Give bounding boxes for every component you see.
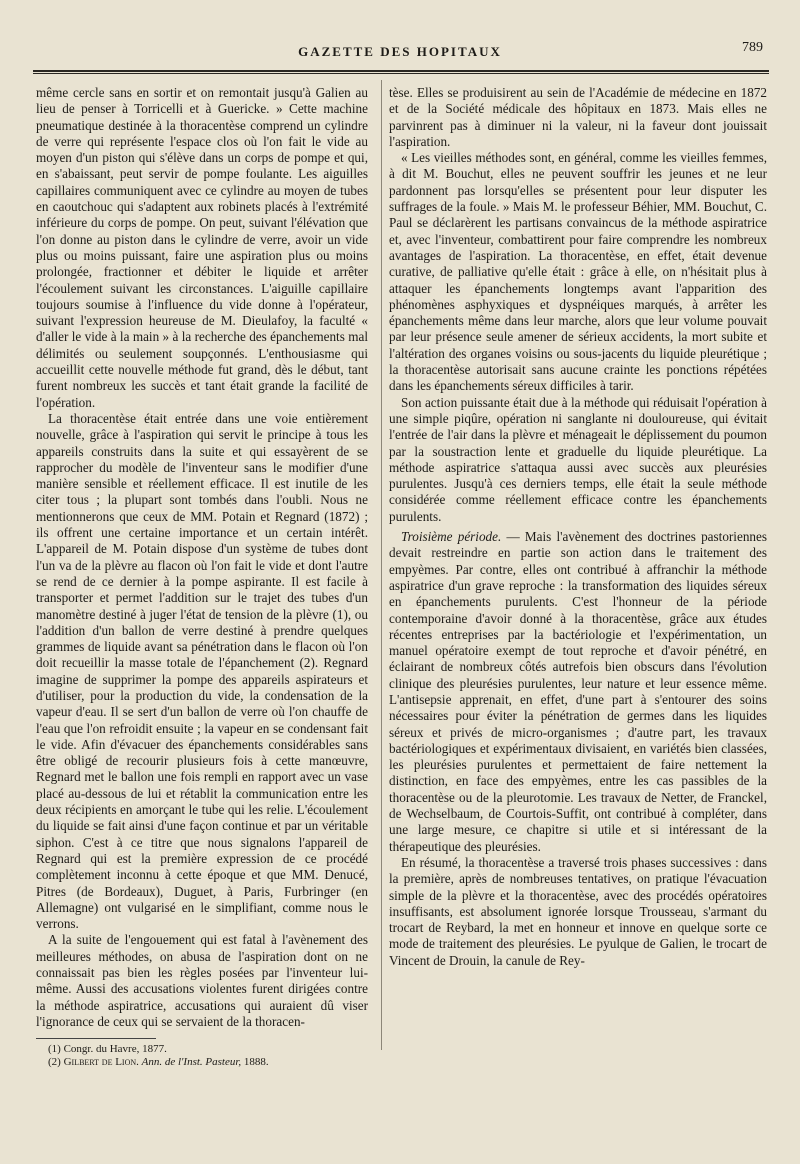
header-rule [33,70,769,72]
footnote-number: (2) [48,1056,64,1068]
running-title: GAZETTE DES HOPITAUX [298,44,502,59]
left-column [36,85,368,1030]
section-label: Troisième période. [401,529,502,545]
page-number: 789 [742,40,763,55]
footnote-year: 1888. [243,1056,269,1068]
paragraph: Son action puissante était due à la méthode qui réduisait l'opération à une simple piqûre, opération ni sanglante ni douloureuse, qui évitait l'entrée de l'air dans la plèvre et ménageait le déplissement du poumon par la soustraction lente et graduelle du liquide pleurétique. La méthode aspiratrice s'attaqua aussi avec succès aux pleurésies purulentes. Jusqu'à ces derniers temps, elle était la seule méthode considérée comme réellement efficace contre les épanchements purulents. [389,394,767,524]
header-rule-thin [33,73,769,74]
footnote: (1) Congr. du Havre, 1877. [48,1043,167,1055]
paragraph-text: — Mais l'avènement des doctrines pastoriennes devait restreindre en partie son action dans le traitement des empyèmes. Par contre, elles ont contribué à affranchir la méthode aspiratrice d'un grave reproche : la transformation des liquides séreux en épanchements purulents. C'est l'honneur de la période contemporaine d'avoir donné à la thoracentèse, grâce aux études récentes entreprises par la bactériologie et l'expérimentation, un manuel opératoire exempt de tout reproche et d'avoir pénétré, en éclairant de nombreux côtés autrefois bien obscurs dans l'évolution clinique des pleurésies purulentes, leur nature et leur essence même. L'antisepsie apprenait, en effet, d'une part à s'entourer des soins nécessaires pour éviter la pénétration de germes dans les liquides séreux et privés de micro-organismes ; d'autre part, les travaux bactériologiques et expérimentaux divisaient, en variétés bien classées, les pleurésies purulentes et permettaient de faire nettement la distinction, en face des empyèmes, entre les cas passibles de la thoracentèse ou de la pleurotomie. Les travaux de Netter, de Franckel, de Wechselbaum, de Courtois-Suffit, ont contribué à compléter, dans une large mesure, ce chapitre si utile et si intéressant de la thérapeutique des pleurésies. [389,529,767,854]
paragraph: La thoracentèse était entrée dans une voie entièrement nouvelle, grâce à l'aspiration qui servit le principe à tous les appareils construits dans la suite et qui essayèrent de se rapprocher du modèle de l'inventeur sans le modifier d'une manière sensible et réellement efficace. Il est inutile de les citer tous ; la plupart sont tombés dans l'oubli. Nous ne mentionnerons que ceux de MM. Potain et Regnard (1872) ; ils offrent une certaine importance et un certain intérêt. L'appareil de M. Potain dispose d'un système de tubes dont l'un va de la plèvre au flacon où l'on fait le vide et dont l'autre se rend de ce dernier à la pompe aspirante. Il est facile à transporter et permet l'addition sur le trajet des tubes d'un manomètre destiné à juger l'état de tension de la plèvre (1), ou l'addition d'un ballon de verre destiné à prendre quelques grammes de liquide avant sa pénétration dans le flacon où l'on doit recueillir la masse totale de l'épanchement (2). Regnard imagine de supprimer la pompe des appareils aspirateurs et d'utiliser, pour la production du vide, la condensation de la vapeur d'eau. Il se sert d'un ballon de verre où l'on chauffe de l'eau que l'on refroidit ensuite ; la vapeur en se condensant fait le vide. Afin d'évacuer des épanchements considérables sans être obligé de recourir plusieurs fois à cette manœuvre, Regnard met le ballon une fois rempli en rapport avec un vase placé au-dessous de lui et rétablit la communication entre les deux récipients en amorçant le tube qui les relie. L'écoulement du liquide se fait ainsi d'une façon continue et par un véritable siphon. C'est à ce titre que nous signalons l'appareil de Regnard qui est la première expression de ce procédé complètement inconnu à cette époque et que MM. Denucé, Pitres (de Bordeaux), Duguet, à Paris, Furbringer (en Allemagne) ont vulgarisé en le simplifiant, comme nous le verrons. [36,410,368,932]
paragraph: même cercle sans en sortir et on remontait jusqu'à Galien au lieu de penser à Torricelli et à Guericke. » Cette machine pneumatique destinée à la thoracentèse comprend un cylindre de verre qui représente l'espace clos où l'on fait le vide au moyen d'un piston qui s'élève dans un corps de pompe et qui, en s'abaissant, peut servir de pompe foulante. Les aiguilles capillaires communiquent avec ce cylindre au moyen de tubes en caoutchouc qui s'adaptent aux robinets placés à l'extrémité inférieure du corps de pompe. On peut, suivant l'élévation que l'on donne au piston dans le cylindre de verre, avoir un vide plus ou moins puissant, faire une aspiration plus ou moins prolongée, fractionner et débiter le liquide et arrêter l'écoulement suivant les circonstances. L'aiguille capillaire toujours soumise à l'influence du vide donne à l'opérateur, suivant l'expression heureuse de M. Dieulafoy, la faculté « d'aller le vide à la main » à la recherche des épanchements mal délimités ou seulement soupçonnés. L'enthousiasme qui accueillit cette nouvelle méthode fut grand, dès le début, tant furent nombreux les succès et tant était grande la facilité de l'opération. [36,85,368,410]
footnote-author: Gilbert de Lion. [63,1056,139,1068]
page-header [0,40,800,66]
paragraph: « Les vieilles méthodes sont, en général, comme les vieilles femmes, à dit M. Bouchut, elles ne peuvent souffrir les jeunes et ne leur pardonnent pas lorsqu'elles se présentent pour leur disputer les suffrages de la foule. » Mais M. le professeur Béhier, MM. Bouchut, C. Paul se déclarèrent les partisans convaincus de la méthode aspiratrice et, avec l'inventeur, combattirent pour faire comprendre les nombreux avantages de l'aspiration. La thoracentèse, en effet, était devenue curative, de palliative qu'elle était : grâce à elle, on n'hésitait plus à attaquer les épanchements longtemps avant l'apparition des phénomènes asphyxiques et dyspnéiques marqués, à arrêter les épanchements même dans leur marche, alors que leur volume pouvait par leur présence seule amener de sérieux accidents, la mort subite et l'altération des organes voisins ou sous-jacents du liquide pleurétique ; la thoracentèse autorisait sans aucune crainte les ponctions répétées dans les épanchements séreux difficiles à tarir. [389,150,767,394]
footnote-journal: Ann. de l'Inst. Pasteur, [141,1056,242,1068]
paragraph [389,529,767,855]
right-column [389,85,767,969]
paragraph: En résumé, la thoracentèse a traversé trois phases successives : dans la première, après de nombreuses tentatives, on pratique l'évacuation simple de la plèvre et la thoracentèse, avec des procédés opératoires insuffisants, est absolument ignorée lorsque Trousseau, s'armant du trocart de Reybard, la met en honneur et innove en quelque sorte ce mode de traitement des pleurésies. Le pyulque de Galien, le trocart de Vincent de Drouin, la canule de Rey- [389,854,767,968]
column-divider [381,80,382,1050]
paragraph: A la suite de l'engouement qui est fatal à l'avènement des meilleures méthodes, on abusa de l'aspiration dont on ne connaissait pas bien les règles posées par l'inventeur lui-même. Aussi des accusations violentes furent dirigées contre la méthode aspiratrice, accusations qui auraient dû viser l'ignorance de ceux qui se servaient de la thoracen- [36,932,368,1029]
footnote [36,1056,368,1069]
footnotes [36,1038,368,1069]
paragraph: tèse. Elles se produisirent au sein de l'Académie de médecine en 1872 et de la Société médicale des hôpitaux en 1873. Mais elles ne parvinrent pas à diminuer ni la valeur, ni la faveur dont jouissait l'aspiration. [389,85,767,149]
footnote-rule [36,1038,156,1039]
